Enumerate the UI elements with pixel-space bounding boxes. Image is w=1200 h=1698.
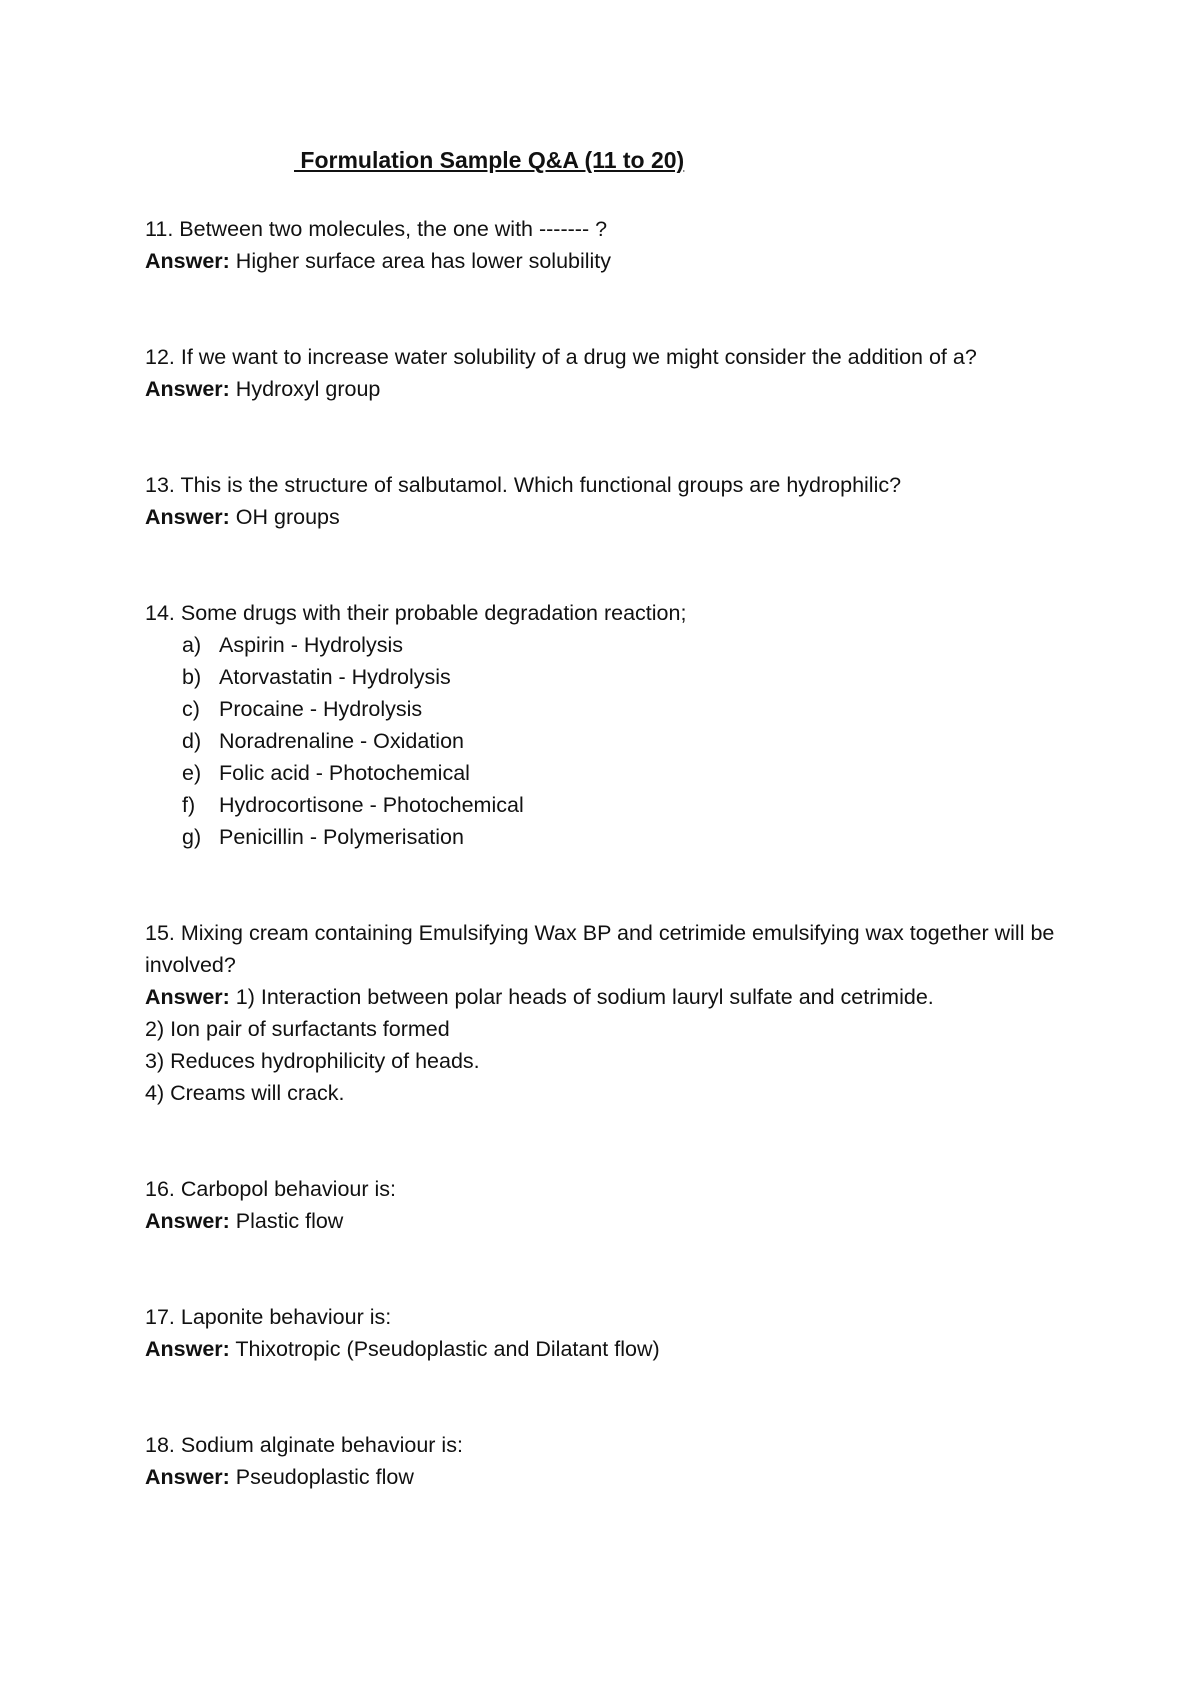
answer-label: Answer: [145,1209,230,1233]
answer-label: Answer: [145,249,230,273]
option-text: Hydrocortisone - Photochemical [219,793,524,817]
question-text: 12. If we want to increase water solubility of a drug we might consider the addition of a? [145,345,977,369]
answer-text: Pseudoplastic flow [229,1465,414,1489]
answer-line [145,501,1085,533]
answer-label: Answer: [145,985,230,1009]
answer-text: OH groups [229,505,340,529]
qa-content [145,213,1085,1493]
answer-line: 3) Reduces hydrophilicity of heads. [145,1049,480,1073]
list-item [182,725,1085,757]
question-12 [145,341,1085,405]
answer-line [145,245,1085,277]
list-item [182,661,1085,693]
option-letter: b) [182,665,202,689]
question-13 [145,469,1085,533]
question-text: 18. Sodium alginate behaviour is: [145,1433,463,1457]
question-text: 14. Some drugs with their probable degradation reaction; [145,601,687,625]
question-16 [145,1173,1085,1237]
option-letter: d) [182,729,202,753]
answer-text: Thixotropic (Pseudoplastic and Dilatant flow) [229,1337,660,1361]
answer-text: 1) Interaction between polar heads of sodium lauryl sulfate and cetrimide. [229,985,934,1009]
answer-text: Plastic flow [229,1209,344,1233]
question-14 [145,597,1085,853]
option-text: Folic acid - Photochemical [219,761,470,785]
question-text: 11. Between two molecules, the one with ------- ? [145,217,608,241]
option-letter: f) [182,793,196,817]
answer-line [145,1333,1085,1365]
answer-line: 4) Creams will crack. [145,1081,345,1105]
question-15 [145,917,1085,1109]
option-letter: g) [182,825,202,849]
answer-line: 2) Ion pair of surfactants formed [145,1017,450,1041]
answer-label: Answer: [145,1337,230,1361]
option-letter: a) [182,633,202,657]
option-letter: e) [182,761,202,785]
degradation-options-list [145,629,1085,853]
question-text: 13. This is the structure of salbutamol. Which functional groups are hydrophilic? [145,473,902,497]
question-text: 16. Carbopol behaviour is: [145,1177,396,1201]
question-17 [145,1301,1085,1365]
list-item [182,789,1085,821]
option-text: Penicillin - Polymerisation [219,825,464,849]
option-text: Aspirin - Hydrolysis [219,633,403,657]
answer-line [145,1205,1085,1237]
answer-label: Answer: [145,377,230,401]
option-text: Procaine - Hydrolysis [219,697,423,721]
option-text: Atorvastatin - Hydrolysis [219,665,451,689]
answer-text: Higher surface area has lower solubility [229,249,612,273]
option-text: Noradrenaline - Oxidation [219,729,464,753]
answer-line [145,1461,1085,1493]
answer-text: Hydroxyl group [229,377,381,401]
list-item [182,821,1085,853]
question-18 [145,1429,1085,1493]
answer-line [145,373,1085,405]
question-11 [145,213,1085,277]
answer-label: Answer: [145,1465,230,1489]
answer-line [145,981,1085,1013]
question-text: 15. Mixing cream containing Emulsifying Wax BP and cetrimide emulsifying wax together will be involved? [145,921,1055,977]
page-title: Formulation Sample Q&A (11 to 20) [294,147,685,173]
list-item [182,693,1085,725]
list-item [182,629,1085,661]
answer-label: Answer: [145,505,230,529]
option-letter: c) [182,697,200,721]
question-text: 17. Laponite behaviour is: [145,1305,392,1329]
list-item [182,757,1085,789]
